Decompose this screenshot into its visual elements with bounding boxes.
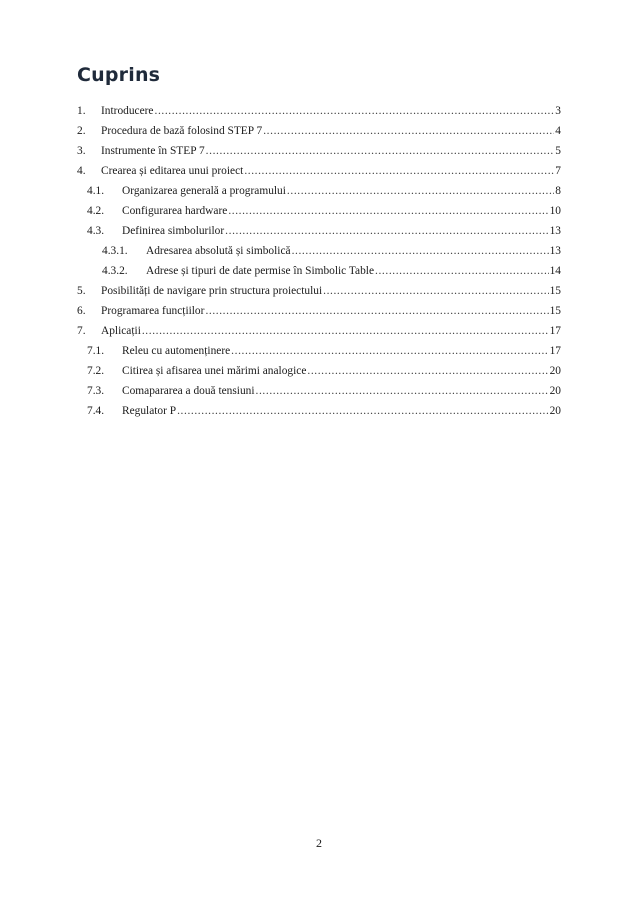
toc-leader-dots xyxy=(225,221,548,241)
toc-entry-number: 7.1. xyxy=(87,345,105,357)
toc-entry[interactable] xyxy=(77,161,561,181)
toc-entry-text: Adrese și tipuri de date permise în Simbolic Table xyxy=(146,265,375,277)
toc-entry[interactable] xyxy=(87,221,561,241)
toc-entry-text: Regulator P xyxy=(122,405,177,417)
toc-leader-dots xyxy=(177,401,549,421)
toc-entry[interactable] xyxy=(77,101,561,121)
toc-entry-number: 7.2. xyxy=(87,365,105,377)
toc-entry-text: Organizarea generală a programului xyxy=(122,185,286,197)
toc-entry-page: 15 xyxy=(549,305,561,317)
toc-entry-text: Crearea și editarea unui proiect xyxy=(101,165,244,177)
toc-leader-dots xyxy=(323,281,548,301)
toc-entry-number: 1. xyxy=(77,105,86,117)
toc-entry-text: Introducere xyxy=(101,105,154,117)
toc-entry[interactable] xyxy=(87,201,561,221)
toc-entry-number: 4.1. xyxy=(87,185,105,197)
toc-leader-dots xyxy=(142,321,549,341)
toc-entry-number: 7.4. xyxy=(87,405,105,417)
toc-entry-number: 2. xyxy=(77,125,86,137)
toc-entry-page: 8 xyxy=(555,185,561,197)
toc-entry-text: Citirea și afisarea unei mărimi analogice xyxy=(122,365,307,377)
toc-entry-number: 7.3. xyxy=(87,385,105,397)
toc-entry-number: 4. xyxy=(77,165,86,177)
toc-entry[interactable] xyxy=(87,341,561,361)
toc-entry-page: 7 xyxy=(555,165,561,177)
toc-leader-dots xyxy=(292,241,549,261)
toc-entry[interactable] xyxy=(77,121,561,141)
toc-entry-page: 3 xyxy=(555,105,561,117)
toc-entry-text: Definirea simbolurilor xyxy=(122,225,225,237)
toc-leader-dots xyxy=(256,381,549,401)
toc-entry[interactable] xyxy=(87,381,561,401)
toc-entry-number: 6. xyxy=(77,305,86,317)
toc-leader-dots xyxy=(228,201,548,221)
toc-leader-dots xyxy=(155,101,555,121)
toc-entry-text: Releu cu automenținere xyxy=(122,345,231,357)
toc-entry-number: 3. xyxy=(77,145,86,157)
page-number: 2 xyxy=(316,836,322,850)
toc-entry-page: 13 xyxy=(549,245,561,257)
toc-entry-text: Procedura de bază folosind STEP 7 xyxy=(101,125,263,137)
toc-entry-page: 17 xyxy=(549,345,561,357)
toc-entry[interactable] xyxy=(102,261,561,281)
toc-entry-page: 20 xyxy=(549,365,561,377)
toc-title: Cuprins xyxy=(77,64,161,86)
toc-entry-page: 15 xyxy=(549,285,561,297)
toc-leader-dots xyxy=(263,121,554,141)
toc-entry[interactable] xyxy=(77,281,561,301)
toc-entry-number: 4.3. xyxy=(87,225,105,237)
toc-entry-text: Instrumente în STEP 7 xyxy=(101,145,205,157)
toc-entry-page: 13 xyxy=(549,225,561,237)
toc-entry-text: Aplicații xyxy=(101,325,141,337)
toc-entry[interactable] xyxy=(77,301,561,321)
toc-leader-dots xyxy=(206,141,555,161)
toc-entry-page: 4 xyxy=(555,125,561,137)
toc-entry-page: 20 xyxy=(549,385,561,397)
toc-entry-page: 10 xyxy=(549,205,561,217)
toc-entry[interactable] xyxy=(102,241,561,261)
toc-entry-text: Adresarea absolută și simbolică xyxy=(146,245,291,257)
toc-entry-page: 17 xyxy=(549,325,561,337)
toc-entry-text: Configurarea hardware xyxy=(122,205,228,217)
toc-entry[interactable] xyxy=(87,401,561,421)
toc-entry-number: 4.3.2. xyxy=(102,265,128,277)
toc-entry-page: 5 xyxy=(555,145,561,157)
toc-entry[interactable] xyxy=(87,181,561,201)
toc-entry-text: Comapararea a două tensiuni xyxy=(122,385,255,397)
toc-leader-dots xyxy=(205,301,548,321)
toc-entry-number: 7. xyxy=(77,325,86,337)
toc-entry-number: 5. xyxy=(77,285,86,297)
toc-entry-text: Posibilități de navigare prin structura proiectului xyxy=(101,285,323,297)
toc-leader-dots xyxy=(244,161,554,181)
toc-entry[interactable] xyxy=(77,321,561,341)
toc-entry-page: 20 xyxy=(549,405,561,417)
toc-leader-dots xyxy=(307,361,548,381)
toc-entry-text: Programarea funcțiilor xyxy=(101,305,205,317)
toc-leader-dots xyxy=(375,261,549,281)
toc-entry-page: 14 xyxy=(549,265,561,277)
toc-entry[interactable] xyxy=(87,361,561,381)
toc-leader-dots xyxy=(287,181,554,201)
toc-entry-number: 4.3.1. xyxy=(102,245,128,257)
toc-entry-number: 4.2. xyxy=(87,205,105,217)
toc-leader-dots xyxy=(231,341,548,361)
toc-entry[interactable] xyxy=(77,141,561,161)
